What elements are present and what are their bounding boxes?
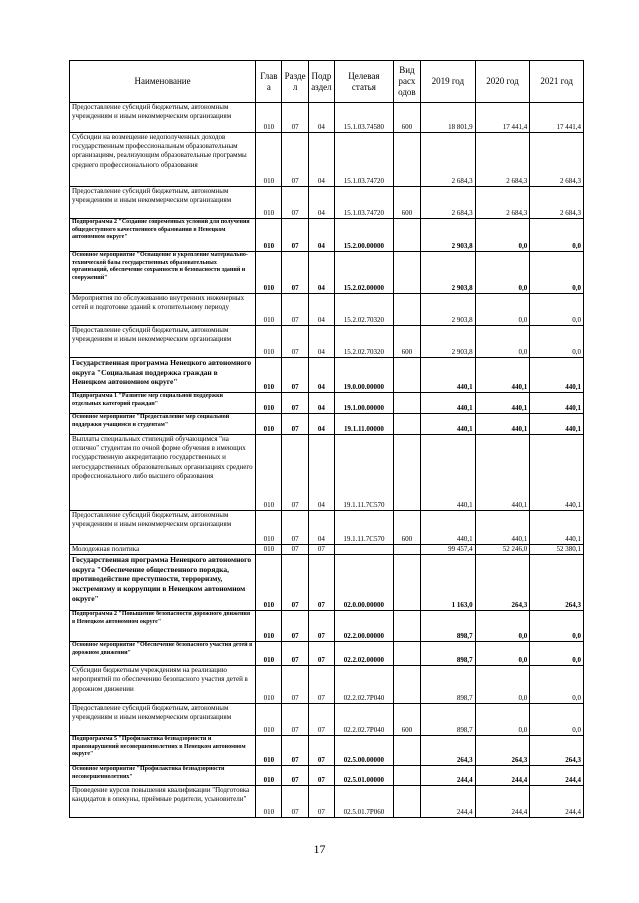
- row-2019: 264,3: [421, 736, 476, 766]
- row-target: 19.0.00.00000: [335, 358, 394, 393]
- row-2020: 0,0: [475, 326, 530, 358]
- row-exp-type: [393, 219, 420, 252]
- row-name: Подпрограмма 2 "Повышение безопасности дорожного движения в Ненецком автономном округе": [70, 611, 256, 642]
- row-exp-type: [393, 414, 420, 435]
- table-row: [70, 555, 584, 611]
- row-2021: 440,1: [530, 435, 584, 511]
- row-target: 02.2.02.7Р040: [335, 666, 394, 704]
- row-target: 15.1.03.74720: [335, 133, 394, 187]
- row-chapter: 010: [256, 766, 282, 786]
- row-2020: 0,0: [475, 219, 530, 252]
- row-chapter: 010: [256, 358, 282, 393]
- row-2019: 440,1: [421, 393, 476, 414]
- row-exp-type: [393, 358, 420, 393]
- row-subsection: 04: [308, 252, 334, 294]
- table-row: [70, 187, 584, 219]
- row-subsection: 07: [308, 555, 334, 611]
- table-row: [70, 294, 584, 326]
- row-subsection: 04: [308, 326, 334, 358]
- row-2021: 0,0: [530, 666, 584, 704]
- row-subsection: 07: [308, 545, 334, 555]
- row-2019: 898,7: [421, 611, 476, 642]
- row-chapter: 010: [256, 252, 282, 294]
- row-2021: 440,1: [530, 414, 584, 435]
- row-section: 07: [282, 666, 308, 704]
- row-subsection: 07: [308, 736, 334, 766]
- row-name: Субсидии бюджетным учреждениям на реализацию мероприятий по обеспечению безопасного участия детей в дорожном движении: [70, 666, 256, 704]
- row-subsection: 04: [308, 219, 334, 252]
- row-name: Государственная программа Ненецкого автономного округа "Социальная поддержка граждан в Ненецком автономном округе": [70, 358, 256, 393]
- header-exp-type: Вид расх одов: [393, 61, 420, 103]
- row-2019: 244,4: [421, 786, 476, 818]
- row-target: 02.5.01.00000: [335, 766, 394, 786]
- table-row: [70, 642, 584, 666]
- row-target: 02.2.02.00000: [335, 642, 394, 666]
- row-name: Субсидии на возмещение недополученных доходов государственным профессиональным образовательным организациям, реализующим образовательные программы среднего профессионального образования: [70, 133, 256, 187]
- table-row: [70, 103, 584, 133]
- row-2020: 440,1: [475, 511, 530, 545]
- table-row: [70, 786, 584, 818]
- row-exp-type: [393, 736, 420, 766]
- table-row: [70, 766, 584, 786]
- row-2020: 440,1: [475, 414, 530, 435]
- budget-table: [69, 60, 584, 818]
- row-2019: 99 457,4: [421, 545, 476, 555]
- row-chapter: 010: [256, 642, 282, 666]
- row-section: 07: [282, 358, 308, 393]
- row-name: Предоставление субсидий бюджетным, автономным учреждениям и иным некоммерческим организациям: [70, 704, 256, 736]
- row-2021: 0,0: [530, 611, 584, 642]
- row-subsection: 04: [308, 511, 334, 545]
- row-subsection: 07: [308, 766, 334, 786]
- row-2019: 18 801,9: [421, 103, 476, 133]
- row-2019: 2 903,8: [421, 252, 476, 294]
- table-row: [70, 393, 584, 414]
- row-chapter: 010: [256, 786, 282, 818]
- row-2019: 898,7: [421, 704, 476, 736]
- row-subsection: 04: [308, 414, 334, 435]
- row-2019: 2 903,8: [421, 294, 476, 326]
- row-chapter: 010: [256, 666, 282, 704]
- row-name: Предоставление субсидий бюджетным, автономным учреждениям и иным некоммерческим организациям: [70, 326, 256, 358]
- row-2021: 0,0: [530, 252, 584, 294]
- row-2019: 440,1: [421, 414, 476, 435]
- row-chapter: 010: [256, 511, 282, 545]
- row-2020: 17 441,4: [475, 103, 530, 133]
- row-chapter: 010: [256, 103, 282, 133]
- row-2019: 244,4: [421, 766, 476, 786]
- row-target: 02.2.00.00000: [335, 611, 394, 642]
- row-section: 07: [282, 766, 308, 786]
- row-2021: 0,0: [530, 219, 584, 252]
- row-section: 07: [282, 611, 308, 642]
- table-row: [70, 704, 584, 736]
- row-target: 19.1.11.7С570: [335, 435, 394, 511]
- row-exp-type: [393, 611, 420, 642]
- row-target: [335, 545, 394, 555]
- row-2020: 0,0: [475, 294, 530, 326]
- header-chapter: Глав а: [256, 61, 282, 103]
- row-2019: 2 684,3: [421, 133, 476, 187]
- row-target: 19.1.00.00000: [335, 393, 394, 414]
- row-name: Подпрограмма 1 "Развитие мер социальной поддержки отдельных категорий граждан": [70, 393, 256, 414]
- row-exp-type: 600: [393, 511, 420, 545]
- row-section: 07: [282, 294, 308, 326]
- row-name: Мероприятия по обслуживанию внутренних инженерных сетей и подготовке зданий к отопительному периоду: [70, 294, 256, 326]
- row-2019: 440,1: [421, 358, 476, 393]
- row-2021: 0,0: [530, 294, 584, 326]
- row-exp-type: [393, 545, 420, 555]
- row-name: Основное мероприятие "Оснащение и укрепление материально-технической базы государственных образовательных организаций, обеспечение сохранности и безопасности зданий и сооружений": [70, 252, 256, 294]
- header-2019: 2019 год: [421, 61, 476, 103]
- row-section: 07: [282, 326, 308, 358]
- row-2021: 244,4: [530, 766, 584, 786]
- row-2020: 0,0: [475, 704, 530, 736]
- row-2020: 0,0: [475, 666, 530, 704]
- row-2020: 244,4: [475, 766, 530, 786]
- table-row: [70, 219, 584, 252]
- row-chapter: 010: [256, 219, 282, 252]
- row-section: 07: [282, 736, 308, 766]
- row-section: 07: [282, 103, 308, 133]
- row-exp-type: [393, 666, 420, 704]
- table-row: [70, 252, 584, 294]
- row-section: 07: [282, 545, 308, 555]
- row-subsection: 04: [308, 358, 334, 393]
- row-2021: 2 684,3: [530, 133, 584, 187]
- row-2019: 2 903,8: [421, 219, 476, 252]
- row-2020: 2 684,3: [475, 187, 530, 219]
- row-name: Государственная программа Ненецкого автономного округа "Обеспечение общественного порядка, противодействие преступности, терроризму, экстремизму и коррупции в Ненецком автономном округе": [70, 555, 256, 611]
- row-chapter: 010: [256, 704, 282, 736]
- row-name: Основное мероприятие "Обеспечение безопасного участия детей в дорожном движении": [70, 642, 256, 666]
- row-chapter: 010: [256, 435, 282, 511]
- row-name: Подпрограмма 5 "Профилактика безнадзорности и правонарушений несовершеннолетних в Ненецком автономном округе": [70, 736, 256, 766]
- row-target: 19.1.11.00000: [335, 414, 394, 435]
- row-section: 07: [282, 252, 308, 294]
- row-2020: 244,4: [475, 786, 530, 818]
- row-target: 19.1.11.7С570: [335, 511, 394, 545]
- row-name: Подпрограмма 2 "Создание современных условий для получения общедоступного качественного образования в Ненецком автономном округе": [70, 219, 256, 252]
- row-exp-type: [393, 252, 420, 294]
- row-section: 07: [282, 555, 308, 611]
- row-section: 07: [282, 219, 308, 252]
- row-exp-type: [393, 786, 420, 818]
- row-2019: 2 903,8: [421, 326, 476, 358]
- row-subsection: 07: [308, 704, 334, 736]
- row-2020: 0,0: [475, 252, 530, 294]
- row-exp-type: 600: [393, 326, 420, 358]
- page-number: 17: [313, 842, 326, 856]
- row-section: 07: [282, 704, 308, 736]
- header-target: Целевая статья: [335, 61, 394, 103]
- row-subsection: 04: [308, 393, 334, 414]
- row-name: Молодежная политика: [70, 545, 256, 555]
- row-section: 07: [282, 133, 308, 187]
- row-2021: 440,1: [530, 511, 584, 545]
- row-name: Предоставление субсидий бюджетным, автономным учреждениям и иным некоммерческим организациям: [70, 511, 256, 545]
- header-subsection: Подр аздел: [308, 61, 334, 103]
- table-body: [70, 103, 584, 818]
- row-2020: 0,0: [475, 642, 530, 666]
- row-subsection: 04: [308, 133, 334, 187]
- row-chapter: 010: [256, 414, 282, 435]
- row-subsection: 07: [308, 786, 334, 818]
- row-2021: 0,0: [530, 326, 584, 358]
- row-exp-type: [393, 435, 420, 511]
- row-2021: 17 441,4: [530, 103, 584, 133]
- table-row: [70, 511, 584, 545]
- row-2021: 440,1: [530, 358, 584, 393]
- row-2021: 52 380,1: [530, 545, 584, 555]
- row-target: 02.5.00.00000: [335, 736, 394, 766]
- row-exp-type: [393, 766, 420, 786]
- row-exp-type: 600: [393, 103, 420, 133]
- header-2021: 2021 год: [530, 61, 584, 103]
- row-target: 02.5.01.7Р060: [335, 786, 394, 818]
- row-section: 07: [282, 511, 308, 545]
- row-section: 07: [282, 435, 308, 511]
- row-target: 15.1.03.74720: [335, 187, 394, 219]
- row-chapter: 010: [256, 326, 282, 358]
- row-section: 07: [282, 187, 308, 219]
- row-2021: 440,1: [530, 393, 584, 414]
- row-2019: 1 163,0: [421, 555, 476, 611]
- row-name: Основное мероприятие "Предоставление мер социальной поддержки учащимся и студентам": [70, 414, 256, 435]
- table-row: [70, 736, 584, 766]
- row-section: 07: [282, 414, 308, 435]
- row-name: Проведение курсов повышения квалификации "Подготовка кандидатов в опекуны, приёмные родители, усыновители": [70, 786, 256, 818]
- row-target: 15.2.02.70320: [335, 294, 394, 326]
- row-exp-type: 600: [393, 187, 420, 219]
- row-chapter: 010: [256, 393, 282, 414]
- row-2019: 898,7: [421, 666, 476, 704]
- row-subsection: 07: [308, 611, 334, 642]
- row-section: 07: [282, 642, 308, 666]
- table-header: [70, 61, 584, 103]
- row-exp-type: [393, 555, 420, 611]
- row-name: Предоставление субсидий бюджетным, автономным учреждениям и иным некоммерческим организациям: [70, 187, 256, 219]
- table-row: [70, 545, 584, 555]
- row-2021: 2 684,3: [530, 187, 584, 219]
- row-chapter: 010: [256, 611, 282, 642]
- row-section: 07: [282, 393, 308, 414]
- row-2019: 898,7: [421, 642, 476, 666]
- row-2020: 2 684,3: [475, 133, 530, 187]
- row-target: 02.2.02.7Р040: [335, 704, 394, 736]
- row-2020: 0,0: [475, 611, 530, 642]
- row-subsection: 04: [308, 187, 334, 219]
- row-name: Предоставление субсидий бюджетным, автономным учреждениям и иным некоммерческим организациям: [70, 103, 256, 133]
- table-row: [70, 358, 584, 393]
- row-section: 07: [282, 786, 308, 818]
- table-row: [70, 435, 584, 511]
- row-chapter: 010: [256, 187, 282, 219]
- row-2019: 440,1: [421, 511, 476, 545]
- row-subsection: 04: [308, 435, 334, 511]
- row-2020: 440,1: [475, 358, 530, 393]
- row-exp-type: [393, 393, 420, 414]
- table-row: [70, 666, 584, 704]
- row-name: Основное мероприятие "Профилактика безнадзорности несовершеннолетних": [70, 766, 256, 786]
- row-chapter: 010: [256, 294, 282, 326]
- row-chapter: 010: [256, 545, 282, 555]
- row-target: 15.2.02.70320: [335, 326, 394, 358]
- row-2021: 264,3: [530, 555, 584, 611]
- row-subsection: 07: [308, 642, 334, 666]
- row-2020: 52 246,0: [475, 545, 530, 555]
- row-2020: 264,3: [475, 736, 530, 766]
- row-target: 15.2.02.00000: [335, 252, 394, 294]
- row-target: 02.0.00.00000: [335, 555, 394, 611]
- row-exp-type: 600: [393, 704, 420, 736]
- row-subsection: 04: [308, 103, 334, 133]
- row-exp-type: [393, 642, 420, 666]
- row-target: 15.2.00.00000: [335, 219, 394, 252]
- header-name: Наименование: [70, 61, 256, 103]
- row-2019: 2 684,3: [421, 187, 476, 219]
- row-2020: 440,1: [475, 393, 530, 414]
- row-2020: 440,1: [475, 435, 530, 511]
- row-2021: 244,4: [530, 786, 584, 818]
- row-chapter: 010: [256, 736, 282, 766]
- header-2020: 2020 год: [475, 61, 530, 103]
- row-chapter: 010: [256, 555, 282, 611]
- table-row: [70, 326, 584, 358]
- row-subsection: 07: [308, 666, 334, 704]
- header-section: Разде л: [282, 61, 308, 103]
- row-target: 15.1.03.74580: [335, 103, 394, 133]
- table-row: [70, 133, 584, 187]
- row-2021: 0,0: [530, 704, 584, 736]
- table-row: [70, 414, 584, 435]
- row-name: Выплаты специальных стипендий обучающимся "на отлично" студентам по очной форме обучения в имеющих государственную аккредитацию государственных и негосударственных образовательных организациях среднего профессионального либо высшего образования: [70, 435, 256, 511]
- row-2019: 440,1: [421, 435, 476, 511]
- row-2020: 264,3: [475, 555, 530, 611]
- row-exp-type: [393, 294, 420, 326]
- row-subsection: 04: [308, 294, 334, 326]
- row-2021: 0,0: [530, 642, 584, 666]
- row-2021: 264,3: [530, 736, 584, 766]
- table-row: [70, 611, 584, 642]
- row-exp-type: [393, 133, 420, 187]
- row-chapter: 010: [256, 133, 282, 187]
